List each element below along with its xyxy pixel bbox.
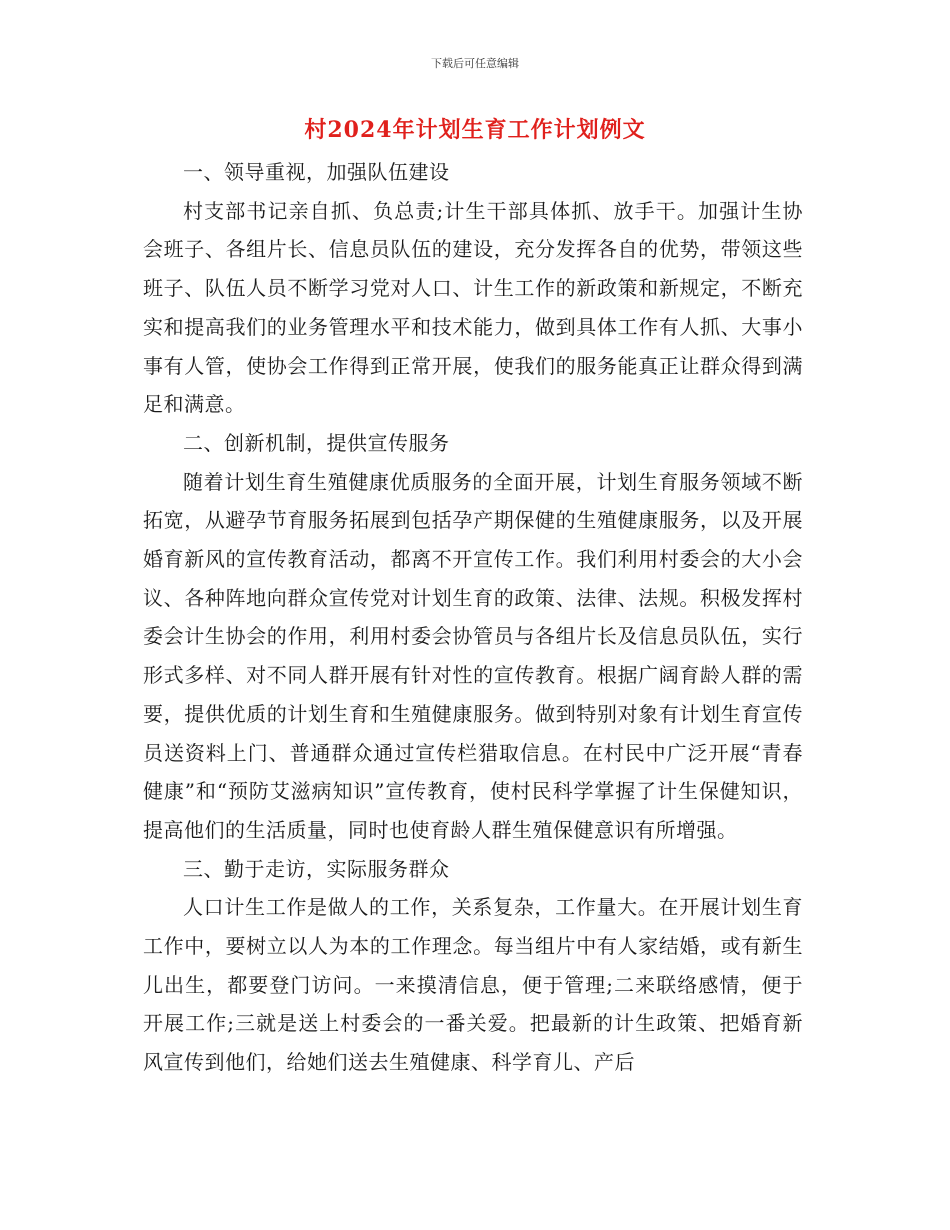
section-heading-1: 一、领导重视，加强队伍建设 xyxy=(183,160,450,184)
section-paragraph-2: 随着计划生育生殖健康优质服务的全面开展，计划生育服务领域不断拓宽，从避孕节育服务拓展到包括孕产期保健的生殖健康服务，以及开展婚育新风的宣传教育活动，都离不开宣传工作。我们利用村委会的大小会议、各种阵地向群众宣传党对计划生育的政策、法律、法规。积极发挥村委会计生协会的作用，利用村委会协管员与各组片长及信息员队伍，实行形式多样、对不同人群开展有针对性的宣传教育。根据广阔育龄人群的需要，提供优质的计划生育和生殖健康服务。做到特别对象有计划生育宣传员送资料上门、普通群众通过宣传栏猎取信息。在村民中广泛开展“青春健康”和“预防艾滋病知识”宣传教育，使村民科学掌握了计生保健知识，提高他们的生活质量，同时也使育龄人群生殖保健意识有所增强。 xyxy=(143,469,803,842)
section-heading-2: 二、创新机制，提供宣传服务 xyxy=(183,430,450,455)
document-body xyxy=(143,153,803,1082)
section-paragraph-3: 人口计生工作是做人的工作，关系复杂，工作量大。在开展计划生育工作中，要树立以人为本的工作理念。每当组片中有人家结婚，或有新生儿出生，都要登门访问。一来摸清信息，便于管理;二来联络感情，便于开展工作;三就是送上村委会的一番关爱。把最新的计生政策、把婚育新风宣传到他们，给她们送去生殖健康、科学育儿、产后 xyxy=(143,895,803,1075)
section-heading-3: 三、勤于走访，实际服务群众 xyxy=(183,856,450,881)
header-note: 下载后可任意编辑 xyxy=(431,57,519,70)
section-paragraph-1: 村支部书记亲自抓、负总责;计生干部具体抓、放手干。加强计生协会班子、各组片长、信息员队伍的建设，充分发挥各自的优势，带领这些班子、队伍人员不断学习党对人口、计生工作的新政策和新规定，不断充实和提高我们的业务管理水平和技术能力，做到具体工作有人抓、大事小事有人管，使协会工作得到正常开展，使我们的服务能真正让群众得到满足和满意。 xyxy=(143,198,803,417)
document-title: 村2024年计划生育工作计划例文 xyxy=(304,117,646,143)
